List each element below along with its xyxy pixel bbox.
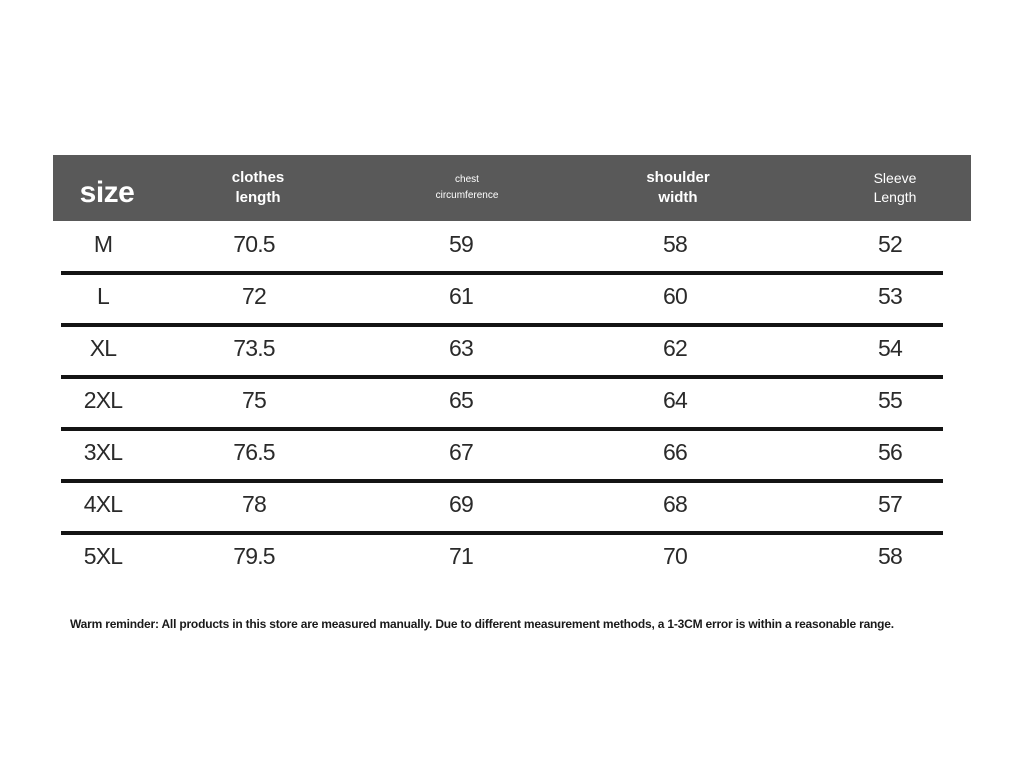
- table-row: [53, 273, 971, 325]
- size-cell: L: [97, 283, 109, 309]
- clothes-length-cell: 72: [242, 283, 266, 309]
- clothes-length-cell: 75: [242, 387, 266, 413]
- sleeve-cell: 58: [878, 543, 902, 569]
- chest-cell: 59: [449, 231, 473, 257]
- shoulder-cell: 62: [663, 335, 687, 361]
- shoulder-cell: 66: [663, 439, 687, 465]
- table-row: [53, 429, 971, 481]
- table-row: [53, 481, 971, 533]
- sleeve-cell: 54: [878, 335, 902, 361]
- header-shoulder-width: shoulder width: [646, 168, 710, 206]
- chest-cell: 63: [449, 335, 473, 361]
- header-size: size: [79, 175, 135, 209]
- table-row: [53, 377, 971, 429]
- size-cell: 3XL: [83, 439, 123, 465]
- shoulder-cell: 58: [663, 231, 687, 257]
- chest-cell: 61: [449, 283, 473, 309]
- chest-cell: 69: [449, 491, 473, 517]
- table-row: [53, 221, 971, 273]
- clothes-length-cell: 79.5: [233, 543, 275, 569]
- sleeve-cell: 52: [878, 231, 902, 257]
- size-cell: 5XL: [83, 543, 123, 569]
- size-cell: 4XL: [83, 491, 123, 517]
- sleeve-cell: 56: [878, 439, 902, 465]
- chest-cell: 65: [449, 387, 473, 413]
- clothes-length-cell: 73.5: [233, 335, 275, 361]
- shoulder-cell: 64: [663, 387, 687, 413]
- table-row: [53, 325, 971, 377]
- sleeve-cell: 57: [878, 491, 902, 517]
- size-chart-table: [53, 155, 971, 585]
- sleeve-cell: 53: [878, 283, 902, 309]
- size-cell: M: [93, 231, 113, 257]
- table-body: [53, 221, 971, 585]
- sleeve-cell: 55: [878, 387, 902, 413]
- shoulder-cell: 68: [663, 491, 687, 517]
- header-clothes-length: clothes length: [231, 168, 285, 206]
- chest-cell: 67: [449, 439, 473, 465]
- shoulder-cell: 60: [663, 283, 687, 309]
- header-chest-circumference: chest circumference: [435, 174, 499, 201]
- clothes-length-cell: 78: [242, 491, 266, 517]
- size-cell: 2XL: [83, 387, 123, 413]
- clothes-length-cell: 76.5: [233, 439, 275, 465]
- header-sleeve-length: Sleeve Length: [873, 170, 917, 205]
- chest-cell: 71: [449, 543, 473, 569]
- table-row: [53, 533, 971, 585]
- clothes-length-cell: 70.5: [233, 231, 275, 257]
- warm-reminder-note: Warm reminder: All products in this store are measured manually. Due to different measurement methods, a 1-3CM error is within a reasonable range.: [70, 617, 894, 631]
- table-header: [53, 155, 971, 221]
- shoulder-cell: 70: [663, 543, 687, 569]
- size-cell: XL: [89, 335, 117, 361]
